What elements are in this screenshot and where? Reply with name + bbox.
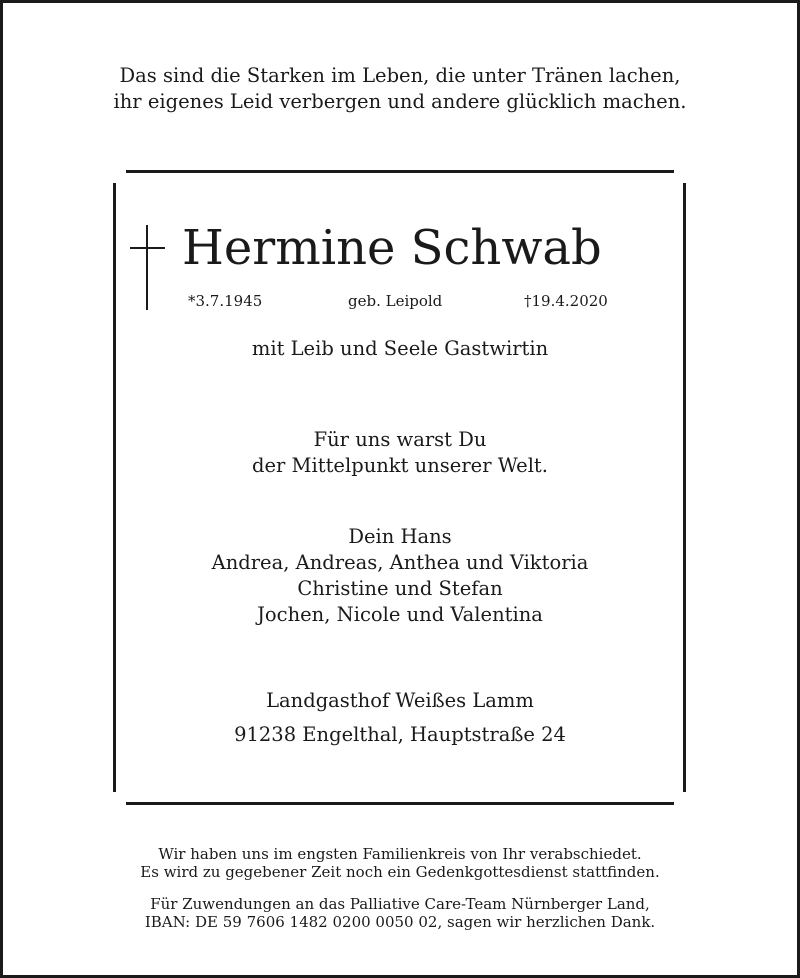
notice-line-2: Es wird zu gegebener Zeit noch ein Gedenkgottesdienst stattfinden. [140, 863, 660, 881]
mourner-line: Andrea, Andreas, Anthea und Viktoria [211, 551, 589, 574]
mourners-list [0, 524, 800, 628]
box-bottom-rule [126, 802, 674, 805]
death-date: †19.4.2020 [524, 292, 608, 310]
donation-line-1: Für Zuwendungen an das Palliative Care-Team Nürnberger Land, [150, 895, 650, 913]
notice-line-1: Wir haben uns im engsten Familienkreis von Ihr verabschiedet. [158, 845, 642, 863]
maiden-name: geb. Leipold [348, 292, 443, 310]
verse [0, 427, 800, 479]
occupation: mit Leib und Seele Gastwirtin [251, 337, 549, 360]
birth-date: *3.7.1945 [188, 292, 263, 310]
farewell-notice [0, 845, 800, 881]
donation-line-2: IBAN: DE 59 7606 1482 0200 0050 02, sagen wir herzlichen Dank. [144, 913, 656, 931]
deceased-name: Hermine Schwab [182, 220, 602, 276]
venue-name: Landgasthof Weißes Lamm [266, 689, 534, 712]
verse-line-2: der Mittelpunkt unserer Welt. [252, 454, 548, 477]
motto-line-1: Das sind die Starken im Leben, die unter Tränen lachen, [119, 64, 681, 87]
motto [0, 63, 800, 115]
verse-line-1: Für uns warst Du [313, 428, 487, 451]
donation-notice [0, 895, 800, 931]
box-top-rule [126, 170, 674, 173]
mourner-line: Jochen, Nicole und Valentina [257, 603, 543, 626]
mourner-line: Christine und Stefan [297, 577, 503, 600]
motto-line-2: ihr eigenes Leid verbergen und andere glücklich machen. [113, 90, 687, 113]
mourner-line: Dein Hans [348, 525, 452, 548]
venue-address: 91238 Engelthal, Hauptstraße 24 [234, 723, 566, 746]
